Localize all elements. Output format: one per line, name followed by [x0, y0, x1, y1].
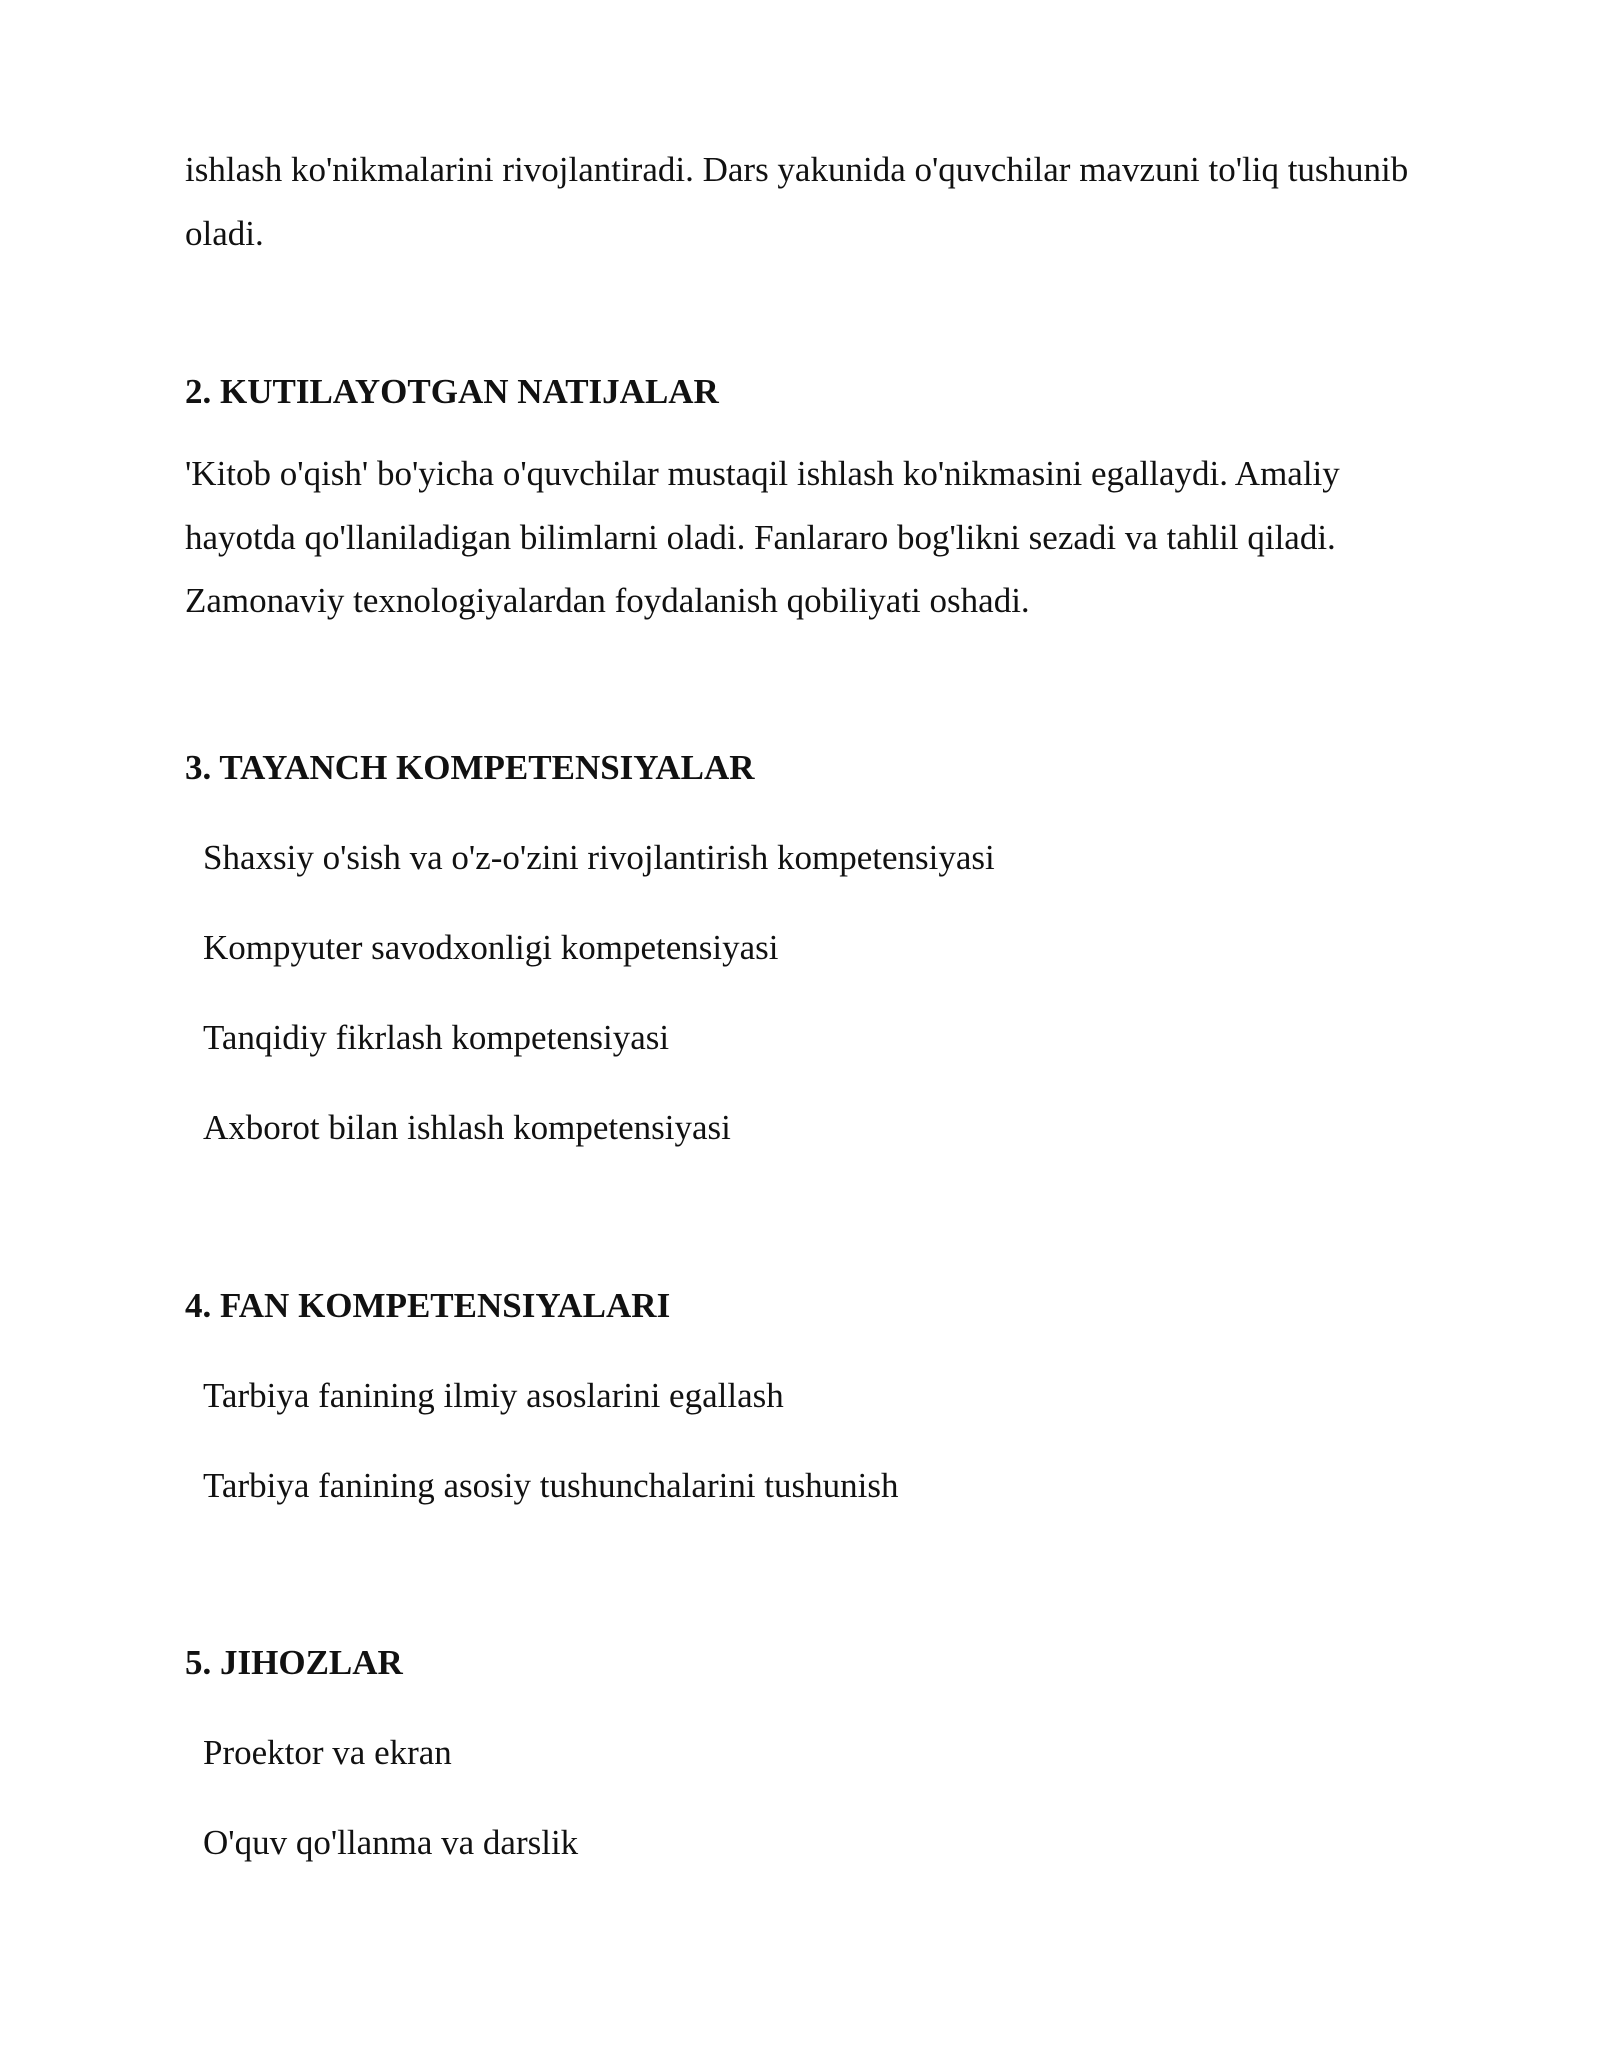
section-heading-natijalar: 2. KUTILAYOTGAN NATIJALAR — [185, 372, 719, 411]
list-item: Tanqidiy fikrlash kompetensiyasi — [203, 1017, 670, 1057]
section-heading-jihozlar: 5. JIHOZLAR — [185, 1642, 403, 1682]
list-item: Proektor va ekran — [203, 1732, 452, 1772]
list-item: O'quv qo'llanma va darslik — [203, 1822, 579, 1862]
section-heading-fan: 4. FAN KOMPETENSIYALARI — [185, 1285, 671, 1325]
list-item: Tarbiya fanining asosiy tushunchalarini tushunish — [203, 1465, 899, 1505]
intro-paragraph: ishlash ko'nikmalarini rivojlantiradi. Dars yakunida o'quvchilar mavzuni to'liq tushunib oladi. — [185, 150, 1409, 253]
section-heading-tayanch: 3. TAYANCH KOMPETENSIYALAR — [185, 747, 755, 787]
natijalar-paragraph: 'Kitob o'qish' bo'yicha o'quvchilar mustaqil ishlash ko'nikmasini egallaydi. Amaliy hayotda qo'llaniladigan bilimlarni oladi. Fanlararo bog'likni sezadi va tahlil qiladi. Zamonaviy texnologiyalardan foydalanish qobiliyati oshadi. — [185, 454, 1340, 620]
list-item: Kompyuter savodxonligi kompetensiyasi — [203, 927, 779, 967]
list-item: Tarbiya fanining ilmiy asoslarini egallash — [203, 1375, 784, 1415]
list-item: Shaxsiy o'sish va o'z-o'zini rivojlantirish kompetensiyasi — [203, 837, 995, 877]
list-item: Axborot bilan ishlash kompetensiyasi — [203, 1107, 731, 1147]
